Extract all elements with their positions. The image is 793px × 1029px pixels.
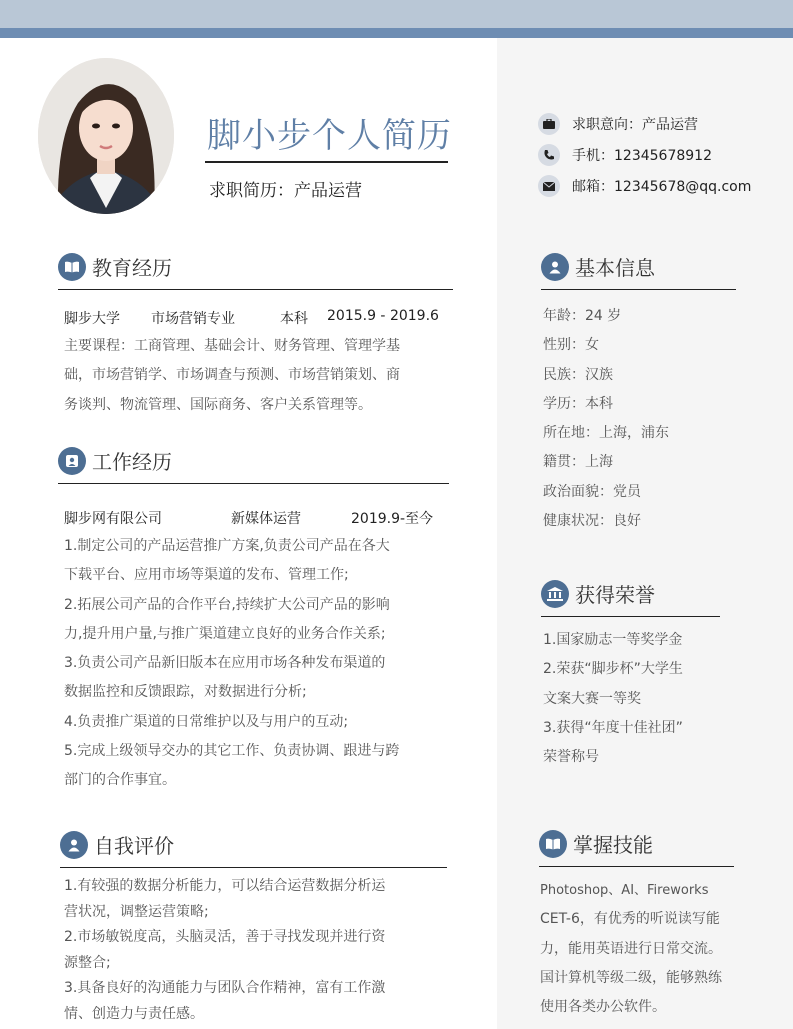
contact-phone: 手机：12345678912 [538,143,712,167]
basic-info-divider [541,289,736,290]
info-ethnicity: 民族：汉族 [543,366,613,383]
skills-divider [539,866,734,867]
info-age: 年龄：24 岁 [543,308,622,324]
basic-info-heading: 基本信息 [541,252,655,281]
work-heading: 工作经历 [58,446,172,475]
work-period: 2019.9-至今 [351,511,434,527]
person-icon [541,253,569,281]
skill-item: 使用各类办公软件。 [540,999,666,1016]
honor-item: 1.国家励志一等奖学金 [543,632,683,648]
top-band [0,0,793,28]
skills-list [540,876,722,1022]
work-summary [64,508,444,528]
mail-icon [538,175,560,197]
honor-item: 3.获得“年度十佳社团” [543,719,683,736]
phone-icon [538,144,560,166]
honor-item: 荣誉称号 [543,749,599,766]
contact-intention: 求职意向：产品运营 [538,112,698,136]
major: 市场营销专业 [151,311,235,327]
honor-item: 2.荣获“脚步杯”大学生 [543,661,683,678]
building-icon [541,580,569,608]
skill-item: 力，能用英语进行日常交流。 [540,940,722,957]
info-gender: 性别：女 [543,337,599,354]
job-position: 新媒体运营 [231,511,301,527]
education-heading: 教育经历 [58,252,172,281]
honors-list [543,626,683,772]
book-icon [58,253,86,281]
page-title: 脚小步个人简历 [207,116,452,156]
education-divider [58,289,453,290]
school-name: 脚步大学 [64,311,120,327]
info-hometown: 籍贯：上海 [543,454,613,471]
work-divider [58,483,449,484]
education-summary [64,308,444,328]
work-duties: 1.制定公司的产品运营推广方案,负责公司产品在各大 下载平台、应用市场等渠道的发布、管理工作; 2.拓展公司产品的合作平台,持续扩大公司产品的影响 力,提升用户量,与推广渠道建立良好的业务合作关系; 3.负责公司产品新旧版本在应用市场各种发布渠道的 数据监控和反馈跟踪，对数据进行分析; 4.负责推广渠道的日常维护以及与用户的互动; 5.完成上级领导交办的其它工作、负责协调、跟进与跨 部门的合作事宜。 [64,538,400,789]
info-political-status: 政治面貌：党员 [543,483,641,500]
honors-divider [541,616,720,617]
user-icon [60,831,88,859]
skill-item: CET-6，有优秀的听说读写能 [540,911,720,928]
education-courses: 主要课程：工商管理、基础会计、财务管理、管理学基 础，市场营销学、市场调查与预测、市场营销策划、商 务谈判、物流管理、国际商务、客户关系管理等。 [64,338,400,413]
degree: 本科 [280,311,308,327]
basic-info-list [543,302,669,536]
self-eval-heading: 自我评价 [60,830,174,859]
top-band-stripe [0,28,793,38]
honor-item: 文案大赛一等奖 [543,690,641,707]
info-education: 学历：本科 [543,395,613,412]
education-period: 2015.9 - 2019.6 [327,308,439,324]
profile-photo [38,58,174,214]
honors-heading: 获得荣誉 [541,579,655,608]
info-health: 健康状况：良好 [543,513,641,530]
info-location: 所在地：上海，浦东 [543,425,669,442]
book-icon [539,830,567,858]
contact-email: 邮箱：12345678@qq.com [538,174,751,198]
skill-item: 国计算机等级二级，能够熟练 [540,969,722,986]
company-name: 脚步网有限公司 [64,511,162,527]
self-eval-items: 1.有较强的数据分析能力，可以结合运营数据分析运 营状况，调整运营策略; 2.市场敏锐度高，头脑灵活，善于寻找发现并进行资 源整合; 3.具备良好的沟通能力与团队合作精神，富有工作激 情、创造力与责任感。 [64,878,386,1022]
self-eval-divider [60,867,447,868]
skill-item: Photoshop、AI、Fireworks [540,883,709,898]
title-divider [205,161,448,163]
id-card-icon [58,447,86,475]
skills-heading: 掌握技能 [539,829,653,858]
briefcase-icon [538,113,560,135]
resume-subtitle: 求职简历：产品运营 [209,181,362,201]
